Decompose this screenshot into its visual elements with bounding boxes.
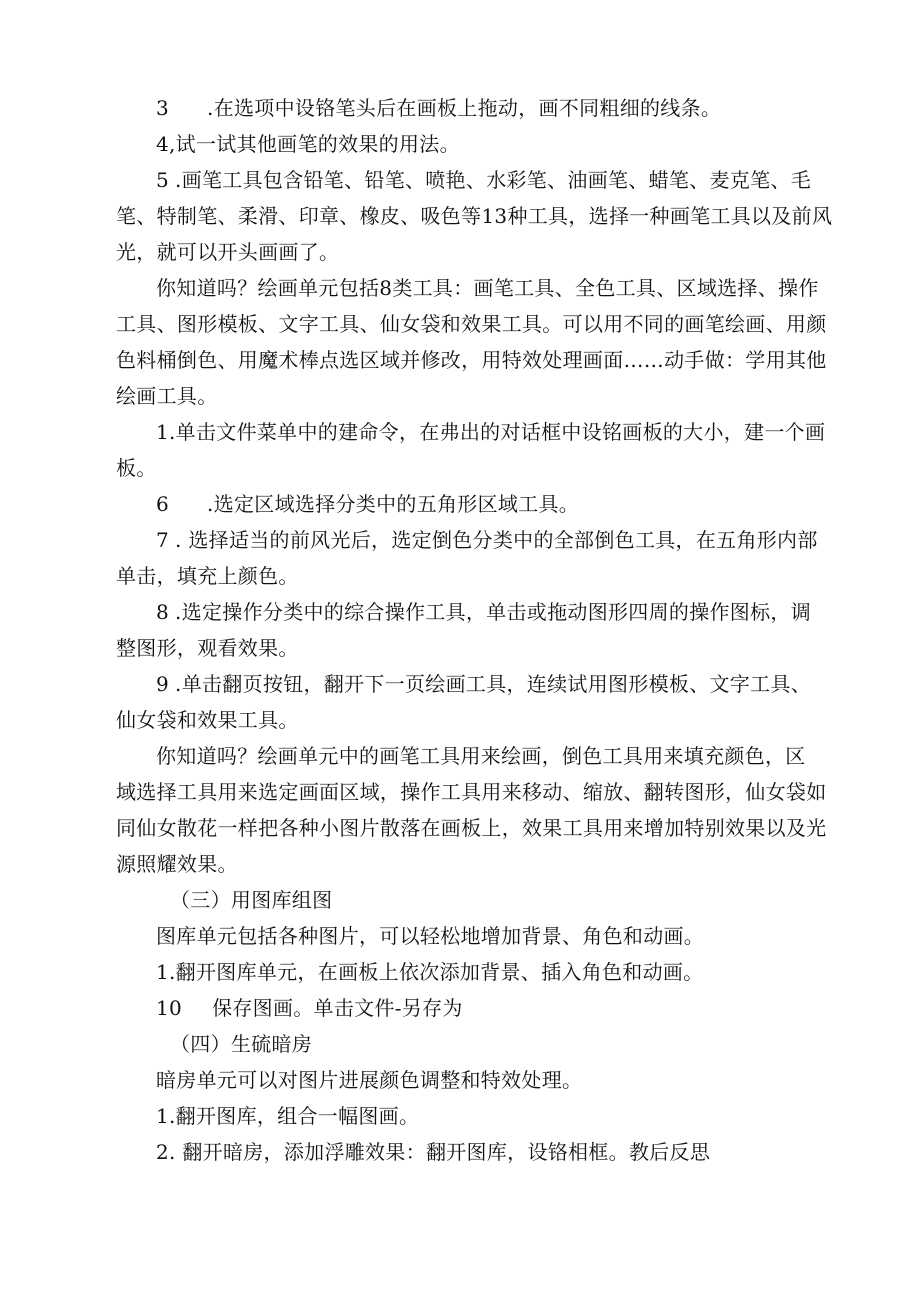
step-text: 保存图画。单击文件-另存为 [212, 996, 463, 1020]
step-text: .选定区域选择分类中的五角形区域工具。 [207, 492, 580, 516]
step-text: .画笔工具包含铅笔、铅笔、喷艳、水彩笔、油画笔、蜡笔、麦克笔、毛 [175, 168, 811, 192]
darkroom-intro: 暗房单元可以对图片进展颜色调整和特效处理。 [156, 1068, 583, 1092]
step-number: 7 [156, 528, 170, 552]
darkroom-step-1: 1.翻开图库，组合一幅图画。 [156, 1104, 420, 1128]
did-you-know-2-line-4: 源照耀效果。 [116, 852, 238, 876]
step-5-line-2: 笔、特制笔、柔滑、印章、橡皮、吸色等13种工具，选择一种画笔工具以及前风 [116, 204, 833, 228]
step-5-line-3: 光，就可以开头画画了。 [116, 240, 340, 264]
did-you-know-2-line-3: 同仙女散花一样把各种小图片散落在画板上，效果工具用来增加特别效果以及光 [116, 816, 827, 840]
step-number: 9 [156, 672, 170, 696]
step-7-line-2: 单击，填充上颜色。 [116, 564, 299, 588]
step-6 [156, 491, 579, 517]
step-text: .单击翻页按钮，翻开下一页绘画工具，连续试用图形模板、文字工具、 [175, 672, 811, 696]
section-heading-4: （四）生硫暗房 [170, 1032, 313, 1056]
section-heading-3: （三）用图库组图 [170, 888, 333, 912]
did-you-know-1-line-1: 你知道吗？绘画单元包括8类工具：画笔工具、全色工具、区域选择、操作 [156, 276, 819, 300]
step-number: 8 [156, 600, 170, 624]
step-3 [156, 95, 721, 121]
did-you-know-1-line-3: 色料桶倒色、用魔术棒点选区域并修改，用特效处理画面……动手做：学用其他 [116, 348, 827, 372]
step-number: 6 [156, 492, 170, 516]
step-number: 10 [156, 996, 183, 1020]
step-9-line-2: 仙女袋和效果工具。 [116, 708, 299, 732]
darkroom-step-2: 2. 翻开暗房，添加浮雕效果：翻开图库，设铬相框。教后反思 [156, 1140, 711, 1164]
step-9-line-1 [156, 671, 811, 697]
step-7-line-1 [156, 527, 818, 553]
did-you-know-1-line-4: 绘画工具。 [116, 384, 218, 408]
did-you-know-1-line-2: 工具、图形模板、文字工具、仙女袋和效果工具。可以用不同的画笔绘画、用颜 [116, 312, 827, 336]
library-step-1: 1.翻开图库单元，在画板上依次添加背景、插入角色和动画。 [156, 960, 704, 984]
step-text: .在选项中设铬笔头后在画板上拖动，画不同粗细的线条。 [207, 96, 722, 120]
step-text: .选定操作分类中的综合操作工具，单击或拖动图形四周的操作图标，调 [175, 600, 811, 624]
step-8-line-2: 整图形，观看效果。 [116, 636, 299, 660]
did-you-know-2-line-1: 你知道吗？绘画单元中的画笔工具用来绘画，倒色工具用来填充颜色，区 [156, 744, 806, 768]
step-8-line-1 [156, 599, 811, 625]
step-4 [156, 131, 460, 157]
step-5-line-1 [156, 167, 811, 193]
step-1-line-2: 板。 [116, 456, 157, 480]
step-number: 5 [156, 168, 170, 192]
step-10 [156, 995, 463, 1021]
did-you-know-2-line-2: 域选择工具用来选定画面区域，操作工具用来移动、缩放、翻转图形，仙女袋如 [116, 780, 827, 804]
step-number: 3 [156, 96, 170, 120]
step-1-line-1: 1.单击文件菜单中的建命令，在弗出的对话框中设铭画板的大小，建一个画 [156, 420, 826, 444]
step-text: 4,试一试其他画笔的效果的用法。 [156, 132, 460, 156]
step-text: . 选择适当的前风光后，选定倒色分类中的全部倒色工具，在五角形内部 [175, 528, 818, 552]
library-intro: 图库单元包括各种图片，可以轻松地增加背景、角色和动画。 [156, 924, 705, 948]
